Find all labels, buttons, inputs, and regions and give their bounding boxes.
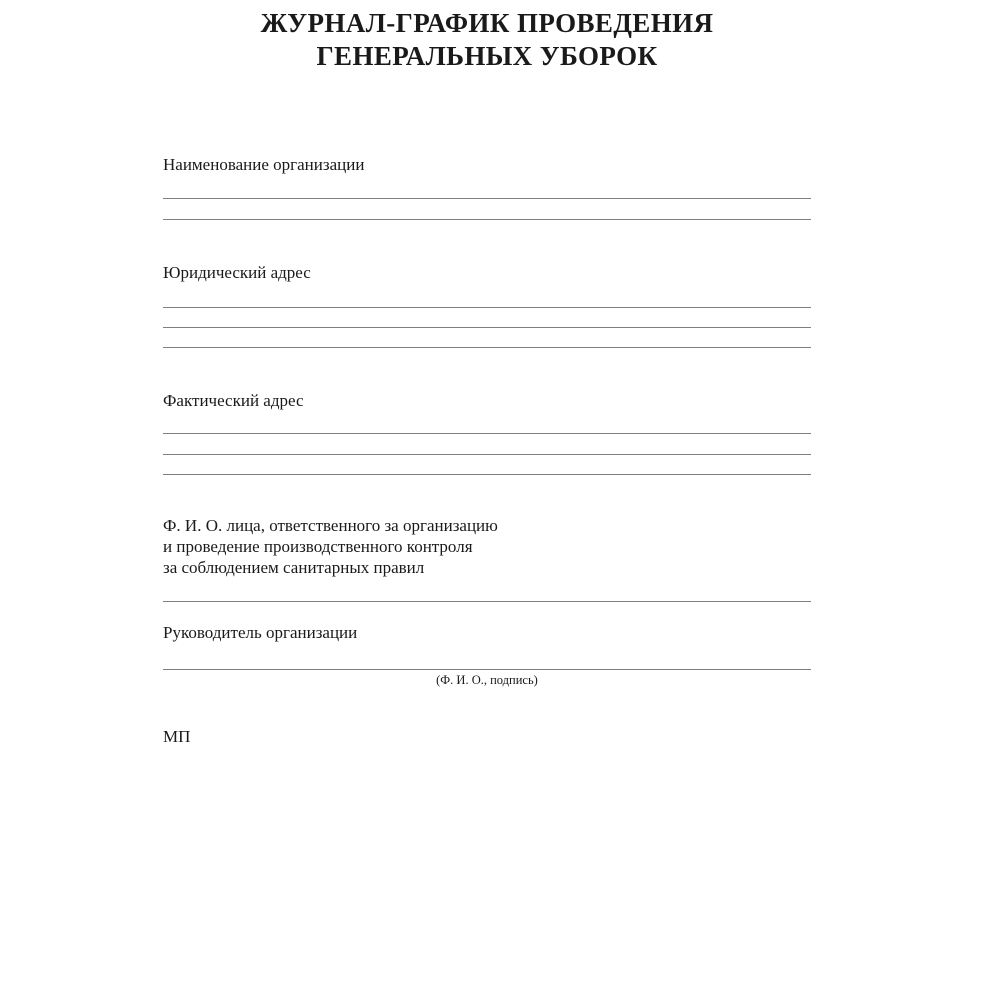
responsible-person-label-line1: Ф. И. О. лица, ответственного за организацию xyxy=(163,516,498,535)
actual-address-label: Фактический адрес xyxy=(163,391,304,410)
responsible-person-label xyxy=(163,515,498,578)
organization-name-label: Наименование организации xyxy=(163,155,365,174)
actual-address-ruled-line-2 xyxy=(163,454,811,455)
document-title-line1: ЖУРНАЛ-ГРАФИК ПРОВЕДЕНИЯ xyxy=(260,8,714,38)
seal-mark: МП xyxy=(163,727,191,746)
head-of-organization-ruled-line xyxy=(163,669,811,670)
legal-address-ruled-line-1 xyxy=(163,307,811,308)
legal-address-ruled-line-2 xyxy=(163,327,811,328)
signature-caption: (Ф. И. О., подпись) xyxy=(436,673,538,687)
organization-name-ruled-line-1 xyxy=(163,198,811,199)
responsible-person-ruled-line xyxy=(163,601,811,602)
actual-address-ruled-line-3 xyxy=(163,474,811,475)
actual-address-ruled-line-1 xyxy=(163,433,811,434)
organization-name-ruled-line-2 xyxy=(163,219,811,220)
legal-address-label: Юридический адрес xyxy=(163,263,311,282)
document-title xyxy=(163,7,811,73)
head-of-organization-label: Руководитель организации xyxy=(163,623,358,642)
legal-address-ruled-line-3 xyxy=(163,347,811,348)
document-title-line2: ГЕНЕРАЛЬНЫХ УБОРОК xyxy=(316,41,658,71)
responsible-person-label-line2: и проведение производственного контроля xyxy=(163,537,473,556)
responsible-person-label-line3: за соблюдением санитарных правил xyxy=(163,558,425,577)
